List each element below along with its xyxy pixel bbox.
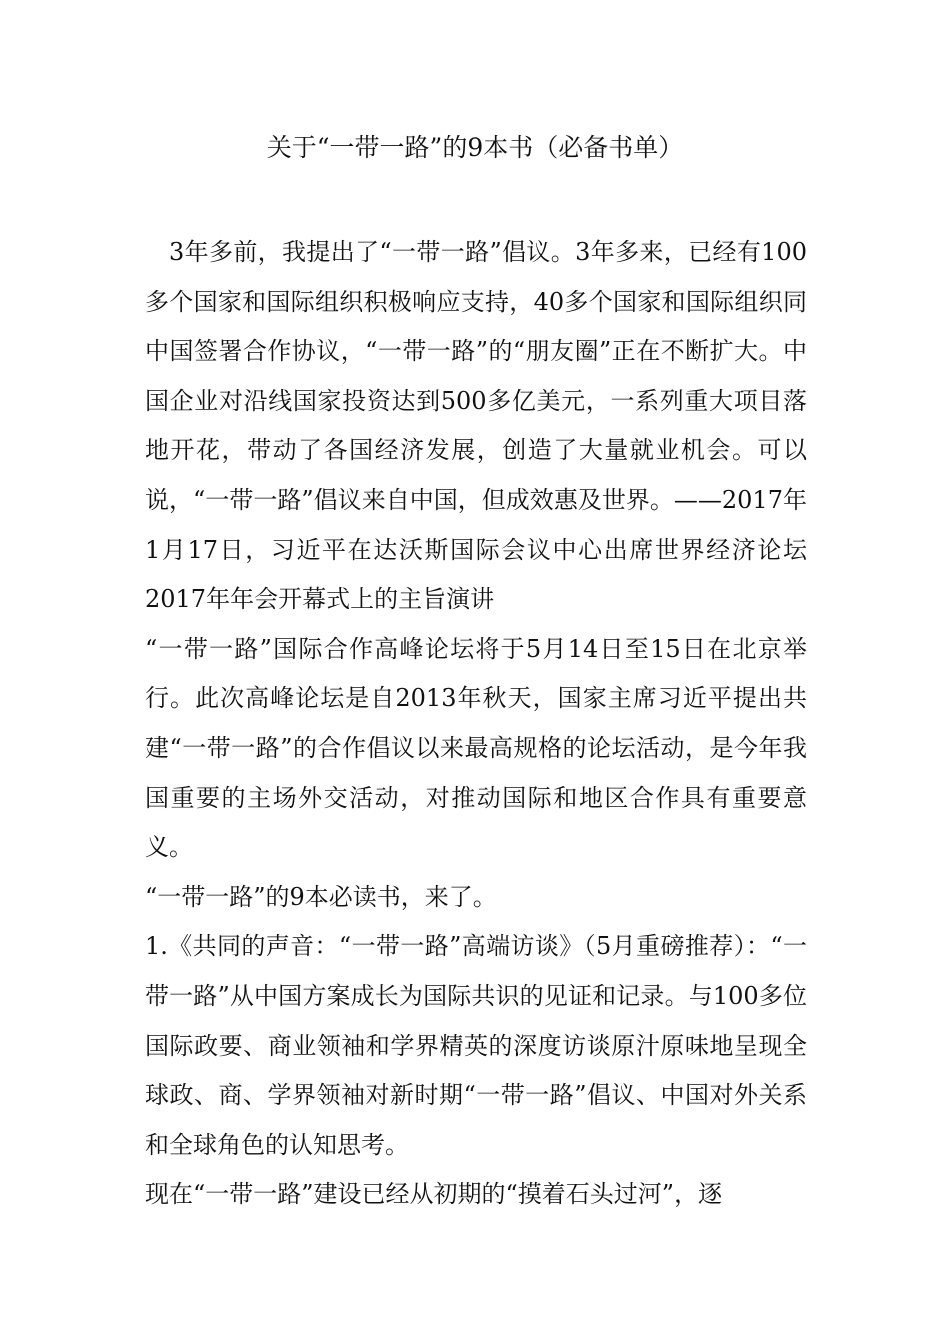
document-body bbox=[145, 228, 807, 1220]
paragraph-speech-quote: 3年多前，我提出了“一带一路”倡议。3年多来，已经有100多个国家和国际组织积极响应支持，40多个国家和国际组织同中国签署合作协议，“一带一路”的“朋友圈”正在不断扩大。中国企业对沿线国家投资达到500多亿美元，一系列重大项目落地开花，带动了各国经济发展，创造了大量就业机会。可以说，“一带一路”倡议来自中国，但成效惠及世界。——2017年1月17日，习近平在达沃斯国际会议中心出席世界经济论坛2017年年会开幕式上的主旨演讲 bbox=[145, 238, 807, 614]
paragraph-summit-announcement: “一带一路”国际合作高峰论坛将于5月14日至15日在北京举行。此次高峰论坛是自2013年秋天，国家主席习近平提出共建“一带一路”的合作倡议以来最高规格的论坛活动，是今年我国重要的主场外交活动，对推动国际和地区合作具有重要意义。 bbox=[145, 634, 807, 862]
paragraph-booklist-intro: “一带一路”的9本必读书，来了。 bbox=[145, 882, 497, 911]
document-title: 关于“一带一路”的9本书（必备书单） bbox=[266, 133, 684, 162]
paragraph-book-1: 1.《共同的声音：“一带一路”高端访谈》（5月重磅推荐）：“一带一路”从中国方案成长为国际共识的见证和记录。与100多位国际政要、商业领袖和学界精英的深度访谈原汁原味地呈现全球政、商、学界领袖对新时期“一带一路”倡议、中国对外关系和全球角色的认知思考。 bbox=[145, 932, 807, 1159]
paragraph-continuation: 现在“一带一路”建设已经从初期的“摸着石头过河”，逐 bbox=[145, 1180, 723, 1209]
